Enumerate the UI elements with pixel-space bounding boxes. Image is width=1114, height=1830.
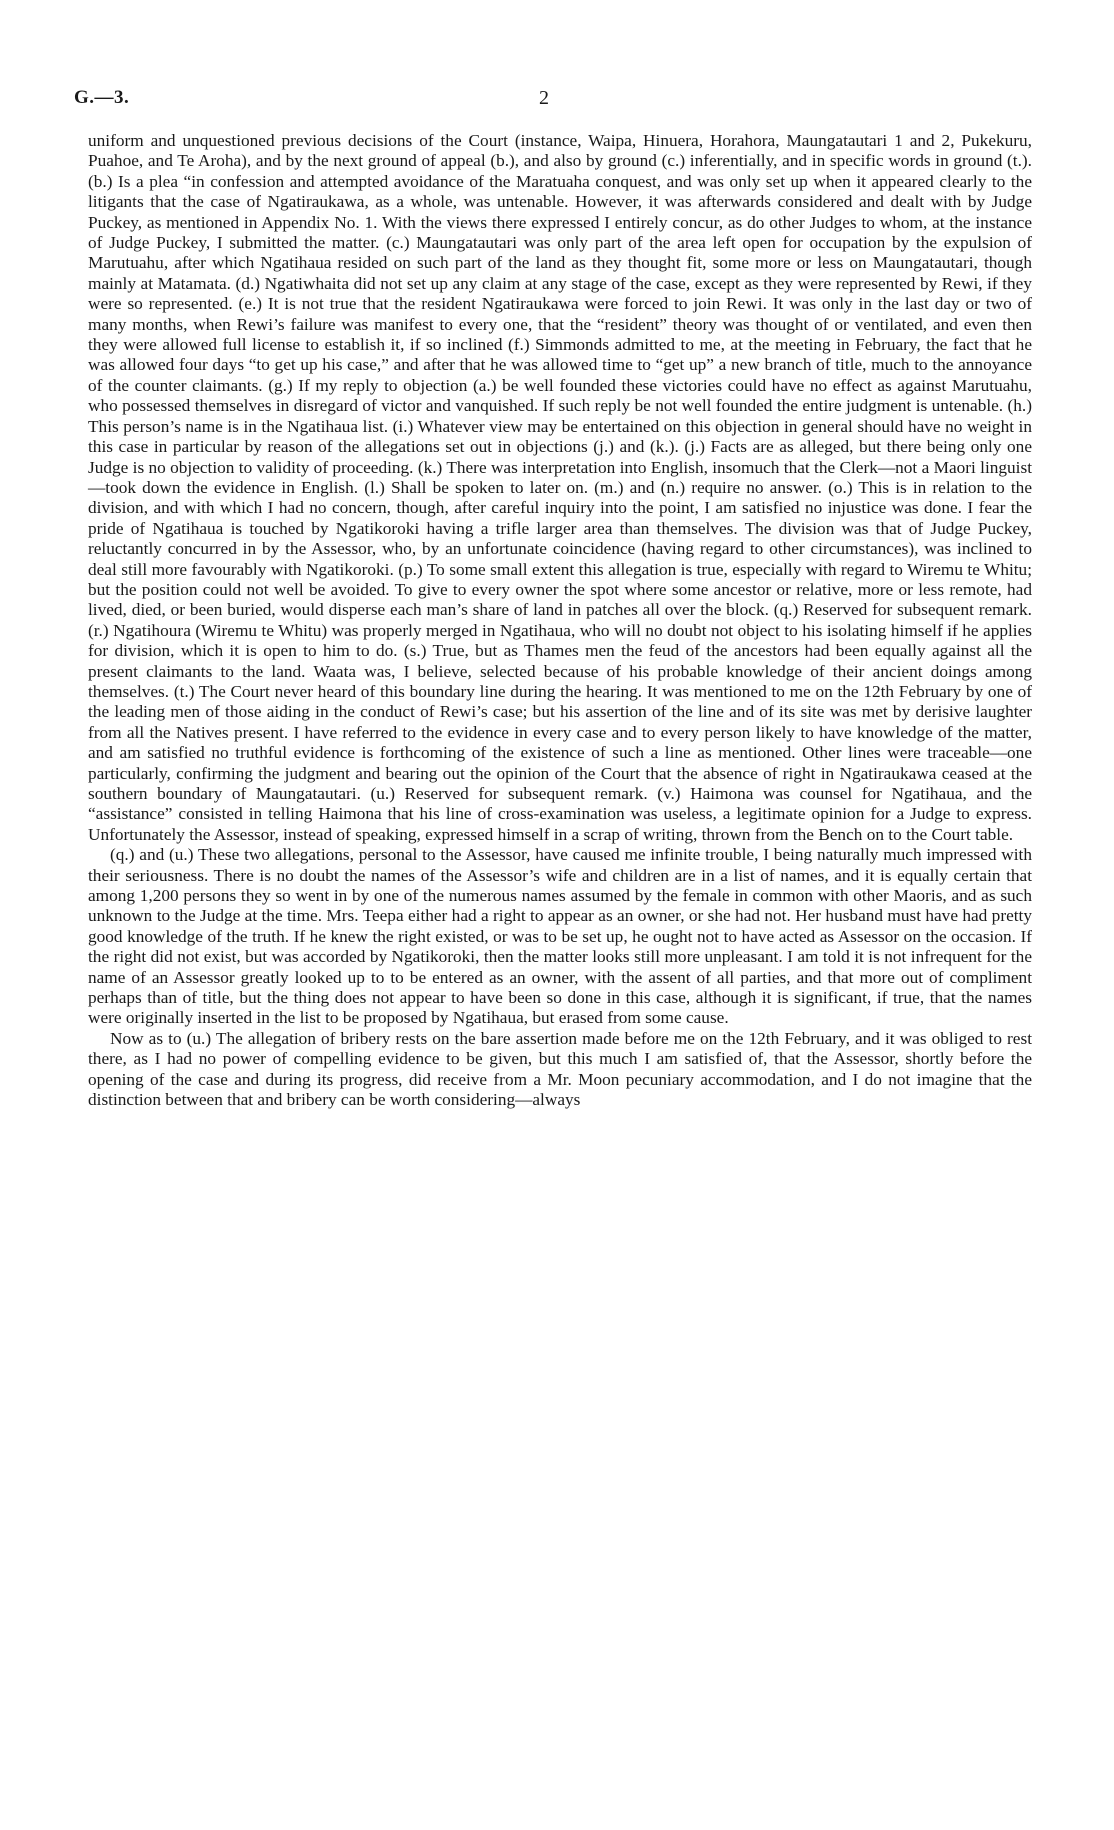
page-number: 2 [539, 87, 549, 109]
paragraph-objection-replies: uniform and unquestioned previous decisions of the Court (instance, Waipa, Hinuera, Horahora, Maungatautari 1 and 2, Pukekuru, Puahoe, and Te Aroha), and by the next ground of appeal (b.), and also by ground (c.) inferentially, and in specific words in ground (t.). (b.) Is a plea “in confession and attempted avoidance of the Maratuaha conquest, and was only set up when it appeared clearly to the litigants that the case of Ngatiraukawa, as a whole, was untenable. However, it was afterwards considered and dealt with by Judge Puckey, as mentioned in Appendix No. 1. With the views there expressed I entirely concur, as do other Judges to whom, at the instance of Judge Puckey, I submitted the matter. (c.) Maungatautari was only part of the area left open for occupation by the expulsion of Marutuahu, after which Ngatihaua resided on such part of the land as they thought fit, some more or less on Maungatautari, though mainly at Matamata. (d.) Ngatiwhaita did not set up any claim at any stage of the case, except as they were represented by Rewi, if they were so represented. (e.) It is not true that the resident Ngatiraukawa were forced to join Rewi. It was only in the last day or two of many months, when Rewi’s failure was manifest to every one, that the “resident” theory was thought of or ventilated, and even then they were allowed full license to establish it, if so inclined (f.) Simmonds admitted to me, at the meeting in February, the fact that he was allowed four days “to get up his case,” and after that he was allowed time to “get up” a new branch of title, much to the annoyance of the counter claimants. (g.) If my reply to objection (a.) be well founded these victories could have no effect as against Marutuahu, who possessed themselves in disregard of victor and vanquished. If such reply be not well founded the entire judgment is untenable. (h.) This person’s name is in the Ngatihaua list. (i.) Whatever view may be entertained on this objection in general should have no weight in this case in particular by reason of the allegations set out in objections (j.) and (k.). (j.) Facts are as alleged, but there being only one Judge is no objection to validity of proceeding. (k.) There was interpretation into English, insomuch that the Clerk—not a Maori linguist—took down the evidence in English. (l.) Shall be spoken to later on. (m.) and (n.) require no answer. (o.) This is in relation to the division, and with which I had no concern, though, after careful inquiry into the point, I am satisfied no injustice was done. I fear the pride of Ngatihaua is touched by Ngatikoroki having a trifle larger area than themselves. The division was that of Judge Puckey, reluctantly concurred in by the Assessor, who, by an unfortunate coincidence (having regard to other circumstances), was inclined to deal still more favourably with Ngatikoroki. (p.) To some small extent this allegation is true, especially with regard to Wiremu te Whitu; but the position could not well be avoided. To give to every owner the spot where some ancestor or relative, more or less remote, had lived, died, or been buried, would disperse each man’s share of land in patches all over the block. (q.) Reserved for subsequent remark. (r.) Ngatihoura (Wiremu te Whitu) was properly merged in Ngatihaua, who will no doubt not object to his isolating himself if he applies for division, which it is open to him to do. (s.) True, but as Thames men the feud of the ancestors had been equally against all the present claimants to the land. Waata was, I believe, selected because of his probable knowledge of their ancient doings among themselves. (t.) The Court never heard of this boundary line during the hearing. It was mentioned to me on the 12th February by one of the leading men of those aiding in the conduct of Rewi’s case; but his assertion of the line and of its site was met by derisive laughter from all the Natives present. I have referred to the evidence in every case and to every person likely to have knowledge of the matter, and am satisfied no truthful evidence is forthcoming of the existence of such a line as mentioned. Other lines were traceable—one particularly, confirming the judgment and bearing out the opinion of the Court that the absence of right in Ngatiraukawa ceased at the southern boundary of Maungatautari. (u.) Reserved for subsequent remark. (v.) Haimona was counsel for Ngatihaua, and the “assistance” consisted in telling Haimona that his line of cross-examination was useless, a legitimate opinion for a Judge to express. Unfortunately the Assessor, instead of speaking, expressed himself in a scrap of writing, thrown from the Bench on to the Court table. [88, 131, 1032, 844]
page-header [74, 87, 1044, 117]
document-body [88, 131, 1032, 1111]
paragraph-assessor-allegations: (q.) and (u.) These two allegations, personal to the Assessor, have caused me infinite trouble, I being naturally much impressed with their seriousness. There is no doubt the names of the Assessor’s wife and children are in a list of names, and it is equally certain that among 1,200 persons they so went in by one of the numerous names assumed by the female in common with other Maoris, and as such unknown to the Judge at the time. Mrs. Teepa either had a right to appear as an owner, or she had not. Her husband must have had pretty good knowledge of the truth. If he knew the right existed, or was to be set up, he ought not to have acted as Assessor on the occasion. If the right did not exist, but was accorded by Ngatikoroki, then the matter looks still more unpleasant. I am told it is not infrequent for the name of an Assessor greatly looked up to to be entered as an owner, with the assent of all parties, and that more out of compliment perhaps than of title, but the thing does not appear to have been so done in this case, although it is significant, if true, that the names were originally inserted in the list to be proposed by Ngatihaua, but erased from some cause. [88, 845, 1032, 1028]
paragraph-bribery-allegation: Now as to (u.) The allegation of bribery rests on the bare assertion made before me on the 12th February, and it was obliged to rest there, as I had no power of compelling evidence to be given, but this much I am satisfied of, that the Assessor, shortly before the opening of the case and during its progress, did receive from a Mr. Moon pecuniary accommodation, and I do not imagine that the distinction between that and bribery can be worth considering—always [88, 1028, 1032, 1110]
document-reference: G.—3. [74, 87, 130, 108]
